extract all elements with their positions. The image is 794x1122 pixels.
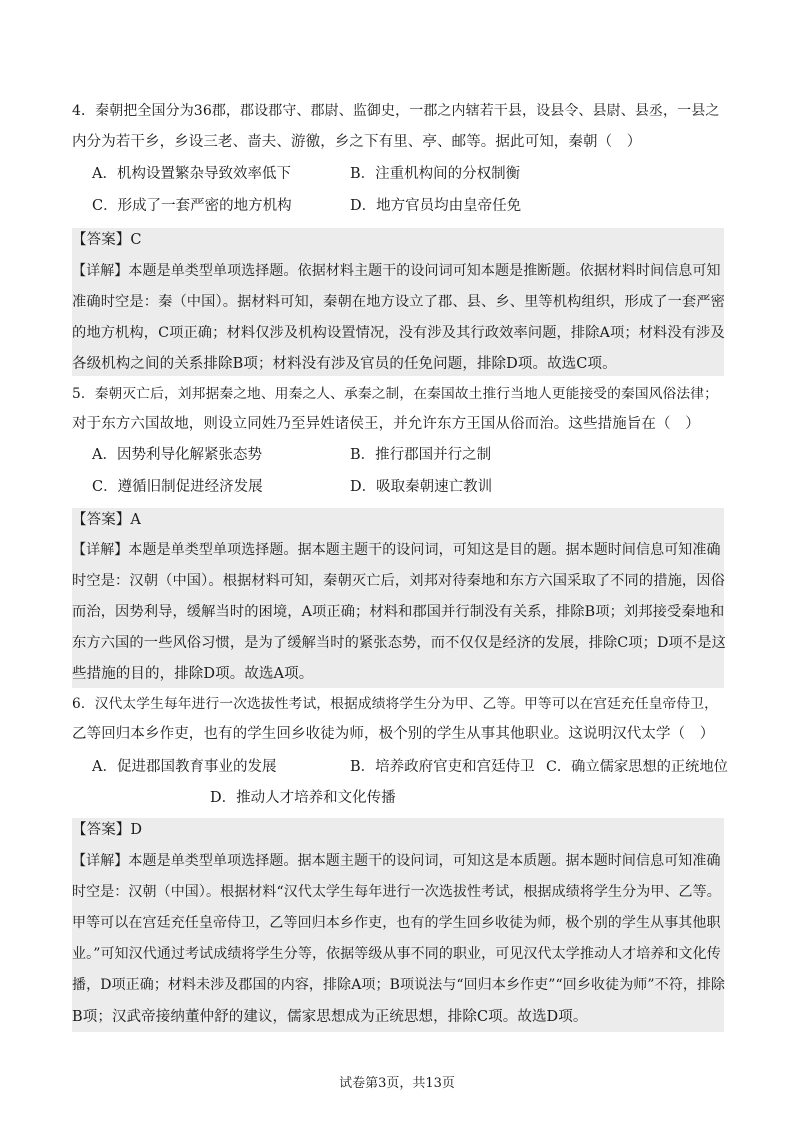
q5-stem-line-1: 5．秦朝灭亡后，刘邦据秦之地、用秦之人、承秦之制，在秦国故土推行当地人更能接受的秦国风俗法律；: [72, 386, 718, 402]
q6-explain-line-6: B项；汉武帝接纳董仲舒的建议，儒家思想成为正统思想，排除C项。故选D项。: [72, 1009, 588, 1025]
q4-option-d: D．地方官员均由皇帝任免: [350, 198, 522, 214]
q4-explain-line-3: 的地方机构，C项正确；材料仅涉及机构设置情况，没有涉及其行政效率问题，排除A项；材料没有涉及: [72, 325, 725, 341]
q6-option-c: C．确立儒家思想的正统地位: [546, 759, 728, 775]
q5-explain-line-4: 东方六国的一些风俗习惯，是为了缓解当时的紧张态势，而不仅仅是经济的发展，排除C项；D项不是这: [72, 635, 726, 651]
q6-explain-line-2: 时空是：汉朝（中国）。根据材料“汉代太学生每年进行一次选拔性考试，根据成绩将学生分为甲、乙等。: [72, 884, 721, 900]
q6-stem-line-1: 6．汉代太学生每年进行一次选拔性考试，根据成绩将学生分为甲、乙等。甲等可以在宫廷充任皇帝侍卫，: [72, 696, 718, 712]
q5-explain-line-1: 【详解】本题是单类型单项选择题。据本题主题干的设问词，可知这是目的题。据本题时间信息可知准确: [72, 542, 721, 558]
q5-explain-line-3: 而治，因势利导，缓解当时的困境，A项正确；材料和郡国并行制没有关系，排除B项；刘邦接受秦地和: [72, 604, 725, 620]
q6-answer: 【答案】D: [72, 822, 143, 838]
q4-explain-line-4: 各级机构之间的关系排除B项；材料没有涉及官员的任免问题，排除D项。故选C项。: [72, 356, 617, 372]
q4-option-b: B．注重机构间的分权制衡: [350, 166, 521, 182]
q5-explain-line-2: 时空是：汉朝（中国）。根据材料可知，秦朝灭亡后，刘邦对待秦地和东方六国采取了不同的措施，因俗: [72, 573, 725, 589]
q5-option-a: A．因势利导化解紧张态势: [92, 447, 262, 463]
q5-option-b: B．推行郡国并行之制: [350, 447, 492, 463]
q4-stem-line-1: 4．秦朝把全国分为36郡，郡设郡守、郡尉、监御史，一郡之内辖若干县，设县令、县尉、县丞，一县之: [72, 103, 720, 119]
q5-answer: 【答案】A: [72, 512, 141, 528]
q6-option-a: A．促进郡国教育事业的发展: [92, 759, 277, 775]
q4-option-c: C．形成了一套严密的地方机构: [92, 198, 292, 214]
q5-stem-line-2: 对于东方六国故地，则设立同姓乃至异姓诸侯王，并允许东方王国从俗而治。这些措施旨在（ ）: [72, 416, 700, 432]
q4-explain-line-1: 【详解】本题是单类型单项选择题。依据材料主题干的设问词可知本题是推断题。依据材料时间信息可知: [72, 263, 721, 279]
q6-explain-line-3: 甲等可以在宫廷充任皇帝侍卫，乙等回归本乡作吏，也有的学生回乡收徒为师，极个别的学生从事其他职: [72, 915, 721, 931]
q4-stem-line-2: 内分为若干乡，乡设三老、啬夫、游徼，乡之下有里、亭、邮等。据此可知，秦朝（ ）: [72, 134, 642, 150]
page-footer: 试卷第3页，共13页: [339, 1076, 455, 1091]
q5-option-d: D．吸取秦朝速亡教训: [350, 479, 493, 495]
q4-option-a: A．机构设置繁杂导致效率低下: [92, 166, 291, 182]
q6-explain-line-1: 【详解】本题是单类型单项选择题。据本题主题干的设问词，可知这是本质题。据本题时间信息可知准确: [72, 853, 721, 869]
q5-answer-block: [72, 508, 724, 688]
q6-explain-line-4: 业。”可知汉代通过考试成绩将学生分等，依据等级从事不同的职业，可见汉代太学推动人才培养和文化传: [72, 946, 721, 962]
q5-explain-line-5: 些措施的目的，排除D项。故选A项。: [72, 666, 314, 682]
q4-explain-line-2: 准确时空是：秦（中国）。据材料可知，秦朝在地方设立了郡、县、乡、里等机构组织，形成了一套严密: [72, 294, 725, 310]
q6-option-b: B．培养政府官吏和宫廷侍卫: [350, 759, 535, 775]
q5-option-c: C．遵循旧制促进经济发展: [92, 479, 263, 495]
q6-explain-line-5: 播，D项正确；材料未涉及郡国的内容，排除A项；B项说法与“回归本乡作吏”“回乡收徒为师”不符，排除: [72, 977, 726, 993]
q6-option-d: D．推动人才培养和文化传播: [210, 790, 396, 806]
q4-answer: 【答案】C: [72, 232, 142, 248]
q6-stem-line-2: 乙等回归本乡作吏，也有的学生回乡收徒为师，极个别的学生从事其他职业。这说明汉代太学（ ）: [72, 726, 715, 742]
